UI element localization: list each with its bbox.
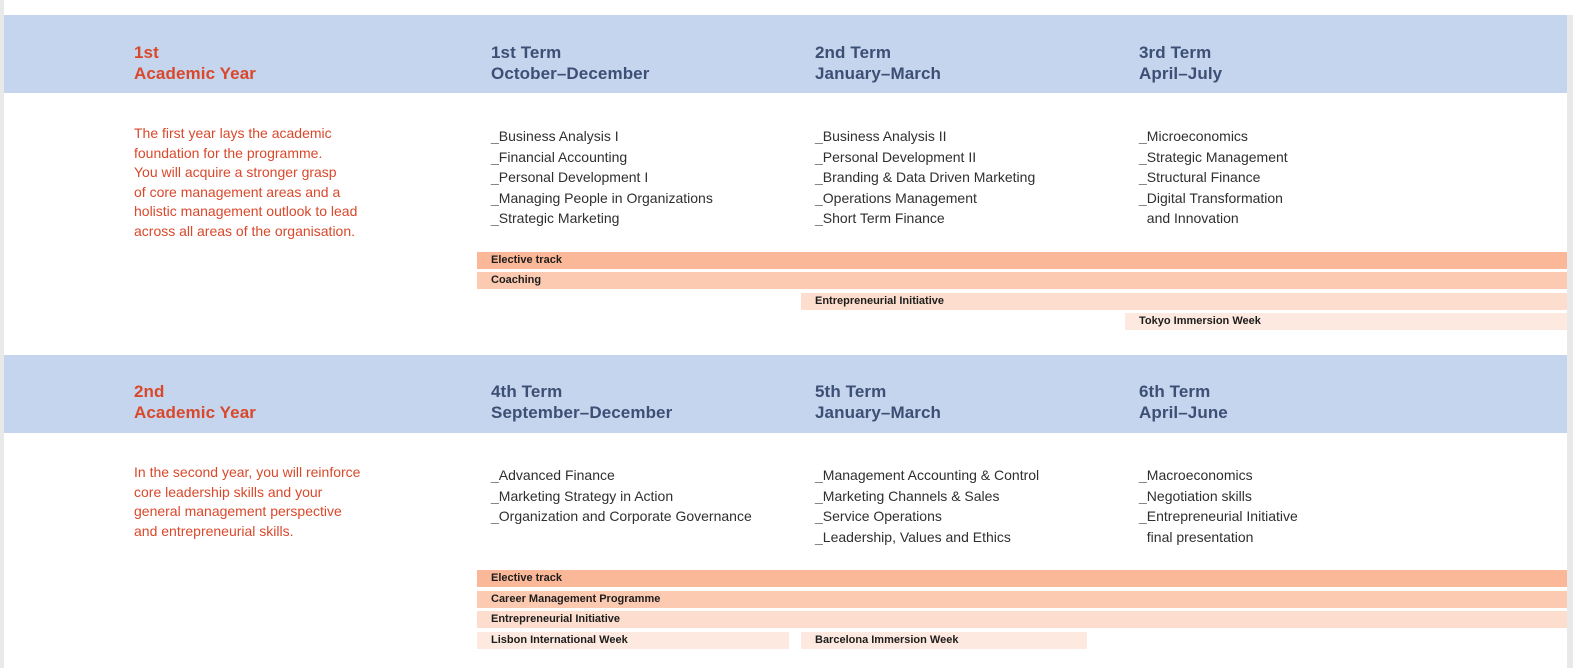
track-career-management: Career Management Programme bbox=[477, 591, 1567, 608]
term-4-title: 4th Term bbox=[491, 382, 563, 401]
course-item: _ Branding & Data Driven Marketing bbox=[815, 167, 1035, 188]
course-item: _ Strategic Marketing bbox=[491, 208, 713, 229]
course-item-continuation: _ final presentation bbox=[1139, 527, 1298, 548]
track-lisbon-week: Lisbon International Week bbox=[477, 632, 789, 649]
course-item: _ Short Term Finance bbox=[815, 208, 1035, 229]
course-item: _ Financial Accounting bbox=[491, 147, 713, 168]
year-1-intro-line: The first year lays the academic bbox=[134, 125, 332, 141]
course-item: _ Leadership, Values and Ethics bbox=[815, 527, 1039, 548]
track-coaching: Coaching bbox=[477, 272, 1567, 289]
term-5-heading bbox=[815, 382, 941, 423]
page-right-edge bbox=[1567, 15, 1573, 668]
course-item: _ Marketing Channels & Sales bbox=[815, 486, 1039, 507]
term-6-title: 6th Term bbox=[1139, 382, 1211, 401]
year-1-intro bbox=[134, 124, 424, 242]
year-2-intro-line: general management perspective bbox=[134, 503, 342, 520]
course-item: _ Business Analysis I bbox=[491, 126, 713, 147]
course-item: _ Microeconomics bbox=[1139, 126, 1288, 147]
term-5-period: January–March bbox=[815, 402, 942, 422]
course-item: _ Strategic Management bbox=[1139, 147, 1288, 168]
term-2-period: January–March bbox=[815, 63, 942, 83]
year-2-heading-number: 2nd bbox=[134, 382, 165, 401]
year-2-heading bbox=[134, 382, 256, 423]
course-item: _ Personal Development II bbox=[815, 147, 1035, 168]
term-3-title: 3rd Term bbox=[1139, 43, 1212, 62]
term-1-course-list bbox=[491, 126, 713, 229]
term-2-course-list bbox=[815, 126, 1035, 229]
course-item: _ Marketing Strategy in Action bbox=[491, 486, 752, 507]
term-4-heading bbox=[491, 382, 672, 423]
year-2-intro-line: and entrepreneurial skills. bbox=[134, 522, 294, 539]
course-item: _ Management Accounting & Control bbox=[815, 465, 1039, 486]
track-elective-year-1: Elective track bbox=[477, 252, 1567, 269]
year-1-intro-line: of core management areas and a bbox=[134, 183, 341, 200]
track-tokyo-week: Tokyo Immersion Week bbox=[1125, 313, 1567, 330]
year-1-heading bbox=[134, 43, 256, 84]
track-elective-year-2: Elective track bbox=[477, 570, 1567, 587]
year-2-intro bbox=[134, 463, 424, 541]
course-item-continuation: _ and Innovation bbox=[1139, 208, 1288, 229]
track-barcelona-week: Barcelona Immersion Week bbox=[801, 632, 1087, 649]
course-item: _ Structural Finance bbox=[1139, 167, 1288, 188]
course-item: _ Negotiation skills bbox=[1139, 486, 1298, 507]
year-1-intro-line: foundation for the programme. bbox=[134, 144, 323, 161]
course-item: _ Macroeconomics bbox=[1139, 465, 1298, 486]
term-1-title: 1st Term bbox=[491, 43, 562, 62]
course-item: _ Organization and Corporate Governance bbox=[491, 506, 752, 527]
term-2-heading bbox=[815, 43, 941, 84]
term-6-period: April–June bbox=[1139, 402, 1228, 422]
term-6-course-list bbox=[1139, 465, 1298, 547]
term-5-title: 5th Term bbox=[815, 382, 887, 401]
term-5-course-list bbox=[815, 465, 1039, 547]
term-3-heading bbox=[1139, 43, 1222, 84]
year-1-heading-label: Academic Year bbox=[134, 63, 256, 83]
course-item: _ Entrepreneurial Initiative bbox=[1139, 506, 1298, 527]
term-4-period: September–December bbox=[491, 402, 673, 422]
course-item: _ Digital Transformation bbox=[1139, 188, 1288, 209]
term-2-title: 2nd Term bbox=[815, 43, 892, 62]
year-1-intro-line: holistic management outlook to lead bbox=[134, 203, 358, 220]
term-3-period: April–July bbox=[1139, 63, 1223, 83]
year-2-intro-line: core leadership skills and your bbox=[134, 483, 323, 500]
track-entrepreneurial-year-1: Entrepreneurial Initiative bbox=[801, 293, 1567, 310]
year-2-heading-label: Academic Year bbox=[134, 402, 256, 422]
track-entrepreneurial-year-2: Entrepreneurial Initiative bbox=[477, 611, 1567, 628]
year-1-intro-line: You will acquire a stronger grasp bbox=[134, 164, 337, 181]
course-item: _ Business Analysis II bbox=[815, 126, 1035, 147]
course-item: _ Operations Management bbox=[815, 188, 1035, 209]
year-1-heading-number: 1st bbox=[134, 43, 159, 62]
course-item: _ Personal Development I bbox=[491, 167, 713, 188]
term-1-heading bbox=[491, 43, 649, 84]
course-item: _ Advanced Finance bbox=[491, 465, 752, 486]
term-6-heading bbox=[1139, 382, 1228, 423]
term-4-course-list bbox=[491, 465, 752, 527]
course-item: _ Service Operations bbox=[815, 506, 1039, 527]
term-3-course-list bbox=[1139, 126, 1288, 229]
term-1-period: October–December bbox=[491, 63, 650, 83]
year-1-intro-line: across all areas of the organisation. bbox=[134, 222, 356, 239]
year-2-intro-line: In the second year, you will reinforce bbox=[134, 464, 361, 480]
page-left-edge bbox=[0, 0, 4, 668]
course-item: _ Managing People in Organizations bbox=[491, 188, 713, 209]
